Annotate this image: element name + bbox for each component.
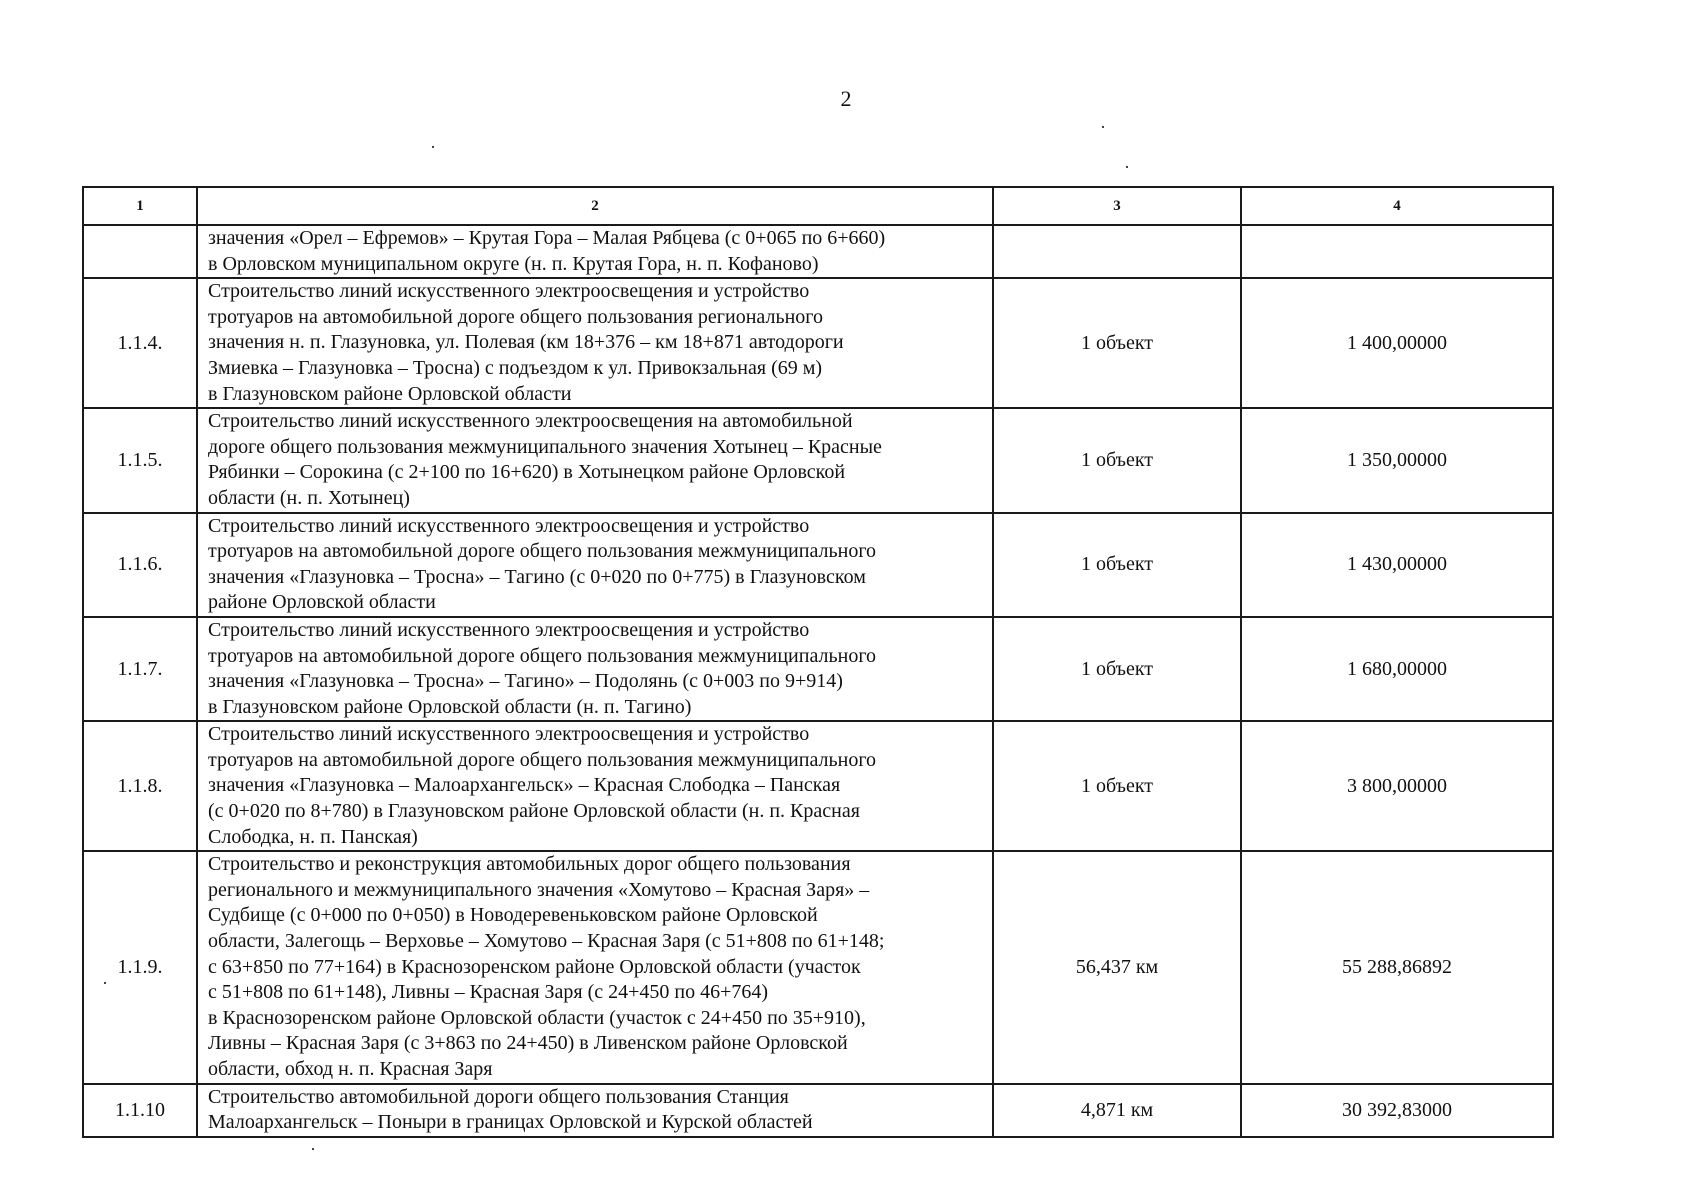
- page-number: 2: [840, 86, 852, 111]
- table-body: [83, 225, 1553, 1137]
- scan-speck: [104, 982, 106, 984]
- row-description: [197, 278, 993, 408]
- description-line: в Орловском муниципальном округе (н. п. Крутая Гора, н. п. Кофаново): [208, 252, 819, 275]
- row-number: 1.1.4.: [83, 278, 197, 408]
- description-line: районе Орловской области: [208, 591, 436, 614]
- description-line: значения «Орел – Ефремов» – Крутая Гора – Малая Рябцева (с 0+065 по 6+660): [208, 227, 886, 249]
- table-row: [83, 225, 1553, 278]
- row-amount: 55 288,86892: [1241, 851, 1553, 1083]
- description-line: значения «Глазуновка – Тросна» – Тагино» – Подолянь (с 0+003 по 9+914): [208, 670, 843, 693]
- description-line: значения «Глазуновка – Малоархангельск» – Красная Слободка – Панская: [208, 774, 841, 797]
- row-quantity: 1 объект: [993, 721, 1241, 851]
- description-line: значения «Глазуновка – Тросна» – Тагино (с 0+020 по 0+775) в Глазуновском: [208, 565, 866, 588]
- table-header-row: [83, 187, 1553, 225]
- row-amount: 30 392,83000: [1241, 1084, 1553, 1137]
- row-quantity: 4,871 км: [993, 1084, 1241, 1137]
- description-line: значения н. п. Глазуновка, ул. Полевая (км 18+376 – км 18+871 автодороги: [208, 331, 844, 354]
- description-line: области (н. п. Хотынец): [208, 486, 410, 509]
- scan-speck: [432, 146, 434, 148]
- row-amount: 1 350,00000: [1241, 408, 1553, 512]
- budget-table: [82, 186, 1554, 1138]
- description-line: Змиевка – Глазуновка – Тросна) с подъездом к ул. Привокзальная (69 м): [208, 356, 823, 379]
- description-line: Строительство автомобильной дороги общего пользования Станция: [208, 1085, 789, 1108]
- description-line: с 51+808 по 61+148), Ливны – Красная Заря (с 24+450 по 46+764): [208, 981, 769, 1004]
- description-line: (с 0+020 по 8+780) в Глазуновском районе Орловской области (н. п. Красная: [208, 800, 860, 823]
- description-line: регионального и межмуниципального значения «Хомутово – Красная Заря» –: [208, 878, 870, 901]
- row-description: [197, 225, 993, 278]
- description-line: Строительство линий искусственного электроосвещения и устройство: [208, 618, 810, 641]
- table-row: [83, 513, 1553, 617]
- row-quantity: 1 объект: [993, 278, 1241, 408]
- description-line: в Глазуновском районе Орловской области: [208, 382, 572, 405]
- description-line: Строительство и реконструкция автомобильных дорог общего пользования: [208, 853, 851, 876]
- table-row: [83, 851, 1553, 1083]
- scan-speck: [1126, 166, 1128, 168]
- header-col-4: 4: [1241, 187, 1553, 225]
- description-line: дороге общего пользования межмуниципального значения Хотынец – Красные: [208, 435, 882, 458]
- description-line: с 63+850 по 77+164) в Краснозоренском районе Орловской области (участок: [208, 955, 861, 978]
- row-number: 1.1.5.: [83, 408, 197, 512]
- row-description: [197, 1084, 993, 1137]
- row-number: 1.1.6.: [83, 513, 197, 617]
- row-amount: [1241, 225, 1553, 278]
- description-line: области, Залегощь – Верховье – Хомутово – Красная Заря (с 51+808 по 61+148;: [208, 930, 885, 953]
- row-number: 1.1.9.: [83, 851, 197, 1083]
- description-line: в Краснозоренском районе Орловской области (участок с 24+450 по 35+910),: [208, 1006, 866, 1029]
- row-number: 1.1.7.: [83, 617, 197, 721]
- description-line: Строительство линий искусственного электроосвещения и устройство: [208, 723, 810, 746]
- table-row: [83, 408, 1553, 512]
- row-amount: 3 800,00000: [1241, 721, 1553, 851]
- description-line: в Глазуновском районе Орловской области (н. п. Тагино): [208, 695, 692, 718]
- description-line: тротуаров на автомобильной дороге общего пользования межмуниципального: [208, 748, 877, 771]
- row-description: [197, 408, 993, 512]
- header-col-1: 1: [83, 187, 197, 225]
- row-quantity: 1 объект: [993, 408, 1241, 512]
- row-number: 1.1.8.: [83, 721, 197, 851]
- description-line: Рябинки – Сорокина (с 2+100 по 16+620) в Хотынецком районе Орловской: [208, 461, 846, 484]
- description-line: Строительство линий искусственного электроосвещения и устройство: [208, 280, 810, 303]
- description-line: Слободка, н. п. Панская): [208, 825, 418, 848]
- row-amount: 1 430,00000: [1241, 513, 1553, 617]
- description-line: тротуаров на автомобильной дороге общего пользования межмуниципального: [208, 540, 877, 563]
- description-line: Малоархангельск – Поныри в границах Орловской и Курской областей: [208, 1111, 813, 1134]
- row-description: [197, 617, 993, 721]
- row-quantity: 56,437 км: [993, 851, 1241, 1083]
- table-row: [83, 617, 1553, 721]
- description-line: Строительство линий искусственного электроосвещения и устройство: [208, 514, 810, 537]
- description-line: тротуаров на автомобильной дороге общего пользования регионального: [208, 305, 823, 328]
- description-line: Ливны – Красная Заря (с 3+863 по 24+450) в Ливенском районе Орловской: [208, 1032, 848, 1055]
- row-quantity: [993, 225, 1241, 278]
- row-quantity: 1 объект: [993, 513, 1241, 617]
- row-number: 1.1.10: [83, 1084, 197, 1137]
- row-description: [197, 513, 993, 617]
- row-description: [197, 851, 993, 1083]
- row-number: [83, 225, 197, 278]
- table-row: [83, 1084, 1553, 1137]
- description-line: Судбище (с 0+000 по 0+050) в Новодеревеньковском районе Орловской: [208, 904, 818, 927]
- header-col-3: 3: [993, 187, 1241, 225]
- description-line: области, обход н. п. Красная Заря: [208, 1058, 493, 1080]
- row-amount: 1 400,00000: [1241, 278, 1553, 408]
- table-row: [83, 278, 1553, 408]
- row-description: [197, 721, 993, 851]
- row-amount: 1 680,00000: [1241, 617, 1553, 721]
- scan-speck: [312, 1148, 314, 1150]
- scan-speck: [1102, 126, 1104, 128]
- table-row: [83, 721, 1553, 851]
- description-line: Строительство линий искусственного электроосвещения на автомобильной: [208, 410, 853, 433]
- description-line: тротуаров на автомобильной дороге общего пользования межмуниципального: [208, 644, 877, 667]
- row-quantity: 1 объект: [993, 617, 1241, 721]
- header-col-2: 2: [197, 187, 993, 225]
